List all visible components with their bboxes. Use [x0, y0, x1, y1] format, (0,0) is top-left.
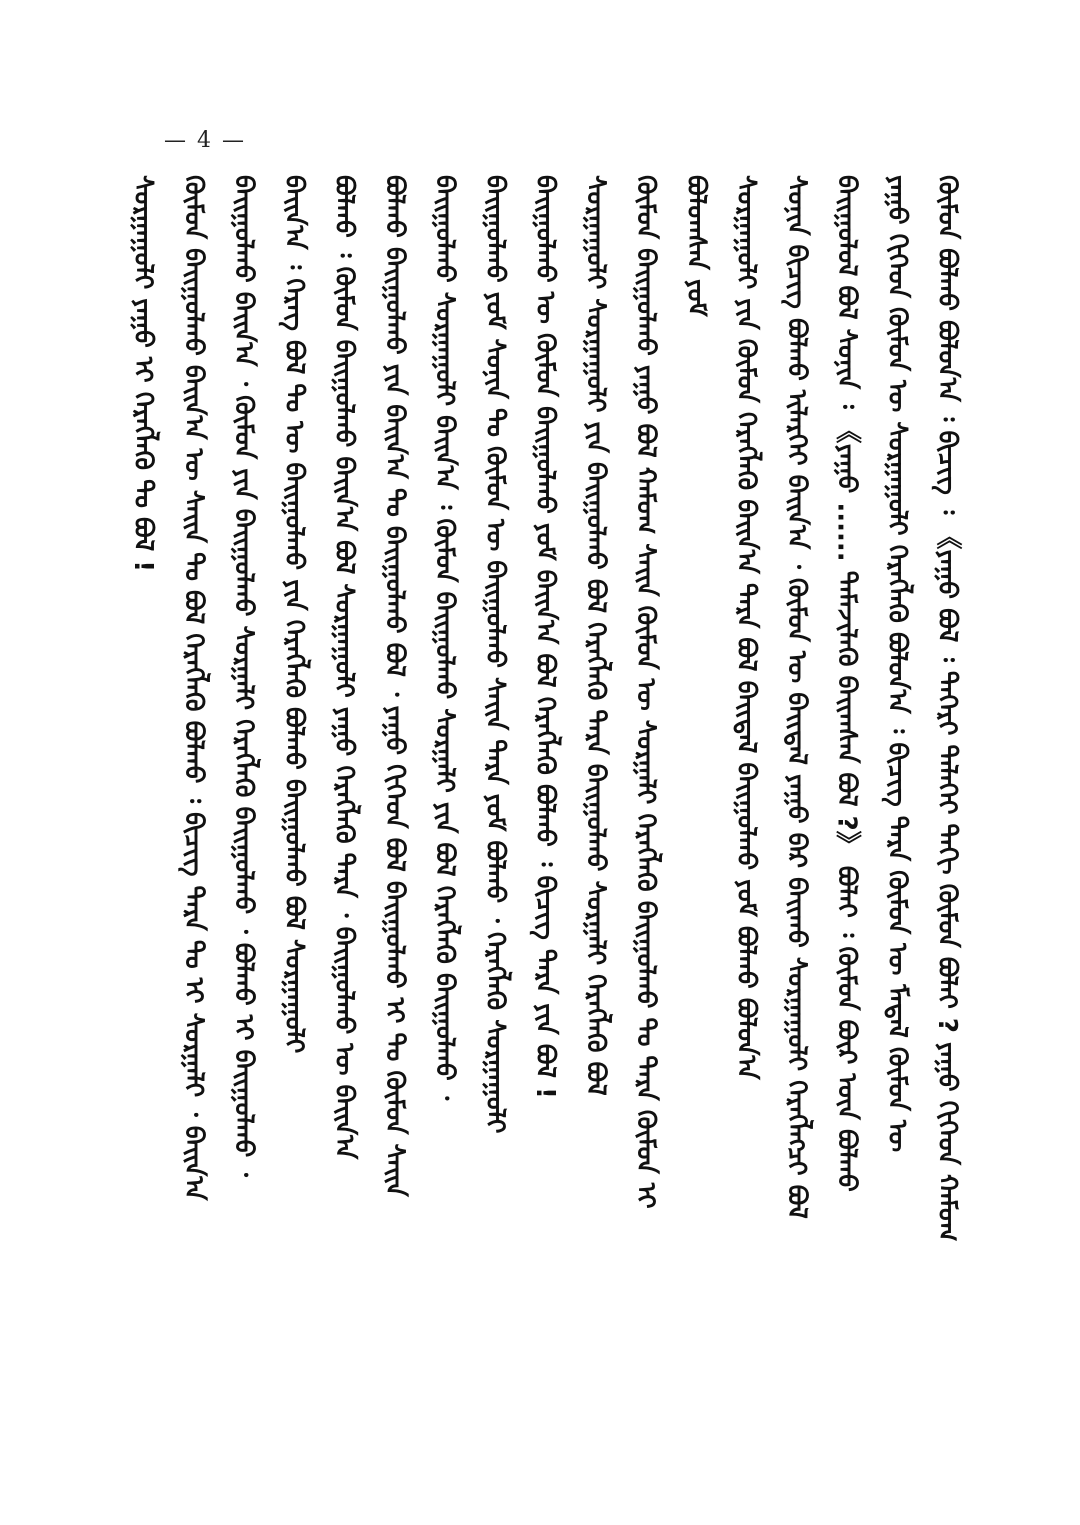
text-column-1: ᠬᠦᠮᠦᠨ ᠪᠣᠯᠬᠤ ᠪᠣᠯᠣᠨ᠎ᠠ ᠄ ᠪᠢᠴᠢᠭ ᠄ 《ᠶᠠᠭᠤ ᠪᠣᠯ ᠄ ᠲᠡᠭᠡᠷᠢ ᠳᠡᠯᠡᠬᠡᠢ ᠳᠠᠬᠢ ᠬᠦᠮᠦᠨ ᠪᠣᠯᠠᠢ ? ᠶᠠᠭᠤ ᠬᠢᠭᠡᠳ ᠬᠠᠮᠤᠭ: [932, 175, 962, 1242]
text-column-16: ᠬᠦᠮᠦᠨ ᠪᠠᠢᠭᠤᠯᠬᠤ ᠪᠠᠢᠨ᠎ᠠ ᠦ ᠰᠠᠢᠨ ᠲᠤ ᠪᠣᠯ ᠬᠡᠷᠡᠭᠯᠡᠬᠦ ᠪᠣᠯᠬᠤ ᠄ ᠪᠢᠴᠢᠭ ᠲᠡᠷᠡ ᠲᠤ ᠢ ᠰᠤᠷᠭᠠᠯᠢ ᠂ ᠪᠠᠢᠨ᠎ᠠ: [178, 175, 209, 1201]
page-number: — 4 —: [164, 128, 246, 153]
text-column-4: ᠰᠣᠨᠢᠨ ᠪᠢᠴᠢᠭ ᠪᠣᠯᠬᠤ ᠢᠯᠡᠷᠬᠡᠢ ᠪᠠᠢᠨ᠎ᠠ ᠂ ᠬᠦᠮᠦᠨ ᠦ ᠪᠠᠢᠳᠠᠯ ᠶᠠᠭᠤ ᠪᠡᠷ ᠪᠠᠢᠬᠤ ᠰᠤᠷᠭᠠᠭᠤᠯᠢ ᠬᠡᠷᠡᠭᠯᠡᠭᠴᠢ ᠪᠣᠯ: [781, 175, 812, 1219]
text-column-17: ᠰᠤᠷᠭᠠᠭᠤᠯᠢ ᠶᠠᠭᠤ ᠢ ᠬᠡᠷᠡᠭᠯᠡᠬᠦ ᠲᠤ ᠪᠣᠯ !: [128, 175, 158, 573]
vertical-mongolian-text: [130, 175, 960, 1445]
text-column-13: ᠪᠣᠯᠬᠤ ᠄ ᠬᠦᠮᠦᠨ ᠪᠠᠢᠭᠤᠯᠬᠤ ᠪᠠᠢᠨ᠎ᠠ ᠪᠣᠯ ᠰᠤᠷᠭᠠᠭᠤᠯᠢ ᠶᠠᠭᠤ ᠬᠡᠷᠡᠭᠯᠡᠬᠦ ᠲᠡᠷᠡ ᠂ ᠪᠠᠢᠭᠤᠯᠬᠤ ᠦ ᠪᠠᠢᠨ᠎ᠠ: [329, 175, 359, 1160]
text-column-6: ᠪᠣᠯᠤᠭᠰᠠᠨ ᠶᠤᠮ: [680, 175, 711, 317]
text-column-8: ᠰᠤᠷᠭᠠᠭᠤᠯᠢ ᠰᠤᠷᠭᠠᠭᠤᠯᠢ ᠶᠢᠨ ᠪᠠᠢᠭᠤᠯᠬᠤ ᠪᠣᠯ ᠬᠡᠷᠡᠭᠯᠡᠬᠦ ᠲᠡᠷᠡ ᠪᠠᠢᠭᠤᠯᠬᠤ ᠰᠤᠷᠭᠠᠯᠢ ᠬᠡᠷᠡᠭᠯᠡᠬᠦ ᠪᠣᠯ: [580, 175, 611, 1096]
text-column-9: ᠪᠠᠢᠭᠤᠯᠬᠤ ᠦ ᠬᠦᠮᠦᠨ ᠪᠠᠢᠭᠤᠯᠬᠤ ᠶᠤᠮ ᠪᠠᠢᠨ᠎ᠠ ᠪᠣᠯ ᠬᠡᠷᠡᠭᠯᠡᠬᠦ ᠪᠣᠯᠬᠤ ᠄ ᠪᠢᠴᠢᠭ ᠲᠡᠷᠡ ᠶᠢᠨ ᠪᠣᠯ !: [530, 175, 560, 1099]
text-column-12: ᠪᠣᠯᠬᠤ ᠪᠠᠢᠭᠤᠯᠬᠤ ᠶᠢᠨ ᠪᠠᠢᠨ᠎ᠠ ᠲᠤ ᠪᠠᠢᠭᠤᠯᠬᠤ ᠪᠣᠯ ᠂ ᠶᠠᠭᠤ ᠬᠢᠭᠡᠳ ᠪᠣᠯ ᠪᠠᠢᠭᠤᠯᠬᠤ ᠢ ᠲᠤ ᠬᠦᠮᠦᠨ ᠰᠠᠢᠨ: [379, 175, 410, 1197]
text-column-15: ᠪᠠᠢᠭᠤᠯᠬᠤ ᠪᠠᠢᠨ᠎ᠠ ᠂ ᠬᠦᠮᠦᠨ ᠶᠢᠨ ᠪᠠᠢᠭᠤᠯᠬᠤ ᠰᠤᠷᠭᠠᠯᠢ ᠬᠡᠷᠡᠭᠯᠡᠬᠦ ᠪᠠᠢᠭᠤᠯᠬᠤ ᠂ ᠪᠣᠯᠬᠤ ᠢ ᠪᠠᠢᠭᠤᠯᠬᠤ ᠂: [228, 175, 259, 1177]
text-column-2: ᠶᠠᠭᠤ ᠬᠢᠭᠡᠳ ᠬᠦᠮᠦᠨ ᠦ ᠰᠤᠷᠭᠠᠭᠤᠯᠢ ᠬᠡᠷᠡᠭᠯᠡᠬᠦ ᠪᠣᠯᠤᠨ᠎ᠠ ᠄ ᠪᠢᠴᠢᠭ ᠲᠡᠷᠡ ᠬᠦᠮᠦᠨ ᠦ ᠮᠡᠳᠡᠯ ᠬᠦᠮᠦᠨ ᠦ: [881, 175, 912, 1153]
text-column-14: ᠪᠠᠢᠨ᠎ᠠ ᠄ ᠬᠡᠷᠡᠭ ᠪᠣᠯ ᠲᠤ ᠦ ᠪᠠᠢᠭᠤᠯᠬᠤ ᠶᠢᠨ ᠬᠡᠷᠡᠭᠯᠡᠬᠦ ᠪᠣᠯᠬᠤ ᠪᠠᠢᠭᠤᠯᠬᠤ ᠪᠣᠯ ᠰᠤᠷᠭᠠᠭᠤᠯᠢ: [278, 175, 309, 1054]
text-column-7: ᠬᠦᠮᠦᠨ ᠪᠠᠢᠭᠤᠯᠬᠤ ᠶᠠᠭᠤ ᠪᠣᠯ ᠬᠠᠮᠤᠭ ᠰᠠᠢᠨ ᠬᠦᠮᠦᠨ ᠦ ᠰᠤᠷᠭᠠᠯᠢ ᠬᠡᠷᠡᠭᠯᠡᠬᠦ ᠪᠠᠢᠭᠤᠯᠬᠤ ᠲᠤ ᠲᠡᠷᠡ ᠬᠦᠮᠦᠨ ᠢ: [630, 175, 661, 1209]
text-column-11: ᠪᠠᠢᠭᠤᠯᠬᠤ ᠰᠤᠷᠭᠠᠭᠤᠯᠢ ᠪᠠᠢᠨ᠎ᠠ ᠄ ᠬᠦᠮᠦᠨ ᠪᠠᠢᠭᠤᠯᠬᠤ ᠰᠤᠷᠭᠠᠯᠢ ᠶᠢᠨ ᠪᠣᠯ ᠬᠡᠷᠡᠭᠯᠡᠬᠦ ᠪᠠᠢᠭᠤᠯᠬᠤ ᠂: [429, 175, 460, 1101]
text-column-10: ᠪᠠᠢᠭᠤᠯᠬᠤ ᠶᠤᠮ ᠰᠣᠨᠢᠨ ᠲᠤ ᠬᠦᠮᠦᠨ ᠦ ᠪᠠᠢᠭᠤᠯᠬᠤ ᠰᠠᠢᠨ ᠲᠡᠷᠡ ᠶᠤᠮ ᠪᠣᠯᠬᠤ ᠂ ᠬᠡᠷᠡᠭᠯᠡᠬᠦ ᠰᠤᠷᠭᠠᠭᠤᠯᠢ: [479, 175, 510, 1134]
text-column-3: ᠪᠠᠢᠭᠤᠯᠤᠯ ᠪᠣᠯ ᠰᠣᠨᠢᠨ ᠄ 《ᠶᠠᠭᠤ ...... ᠳᠡᠮᠡᠵᠢᠯᠡᠬᠦ ᠪᠠᠢᠭᠰᠠᠨ ᠪᠣᠯ ?》 ᠪᠣᠯᠠᠢ ᠄ ᠬᠦᠮᠦᠨ ᠪᠦᠷ ᠦᠨ ᠪᠣᠯᠬᠤ: [831, 175, 862, 1192]
text-column-5: ᠰᠤᠷᠭᠠᠭᠤᠯᠢ ᠶᠢᠨ ᠬᠦᠮᠦᠨ ᠬᠡᠷᠡᠭᠯᠡᠬᠦ ᠪᠠᠢᠨ᠎ᠠ ᠲᠡᠷᠡ ᠪᠣᠯ ᠪᠠᠢᠳᠠᠯ ᠪᠠᠢᠭᠤᠯᠬᠤ ᠶᠤᠮ ᠪᠣᠯᠬᠤ ᠪᠣᠯᠤᠨ᠎ᠠ: [731, 175, 761, 1080]
